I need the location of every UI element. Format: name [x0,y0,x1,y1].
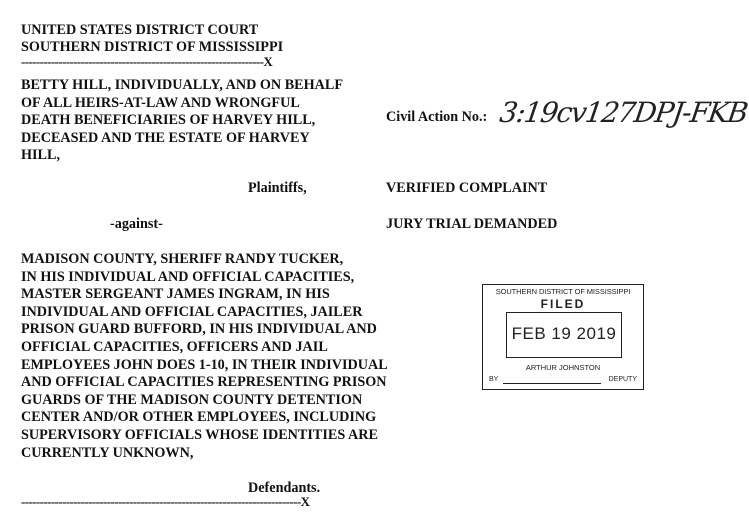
stamp-by: BY [489,376,499,383]
defendant-line: GUARDS OF THE MADISON COUNTY DETENTION [21,391,363,408]
court-name: UNITED STATES DISTRICT COURT [21,22,259,38]
defendant-line: AND OFFICIAL CAPACITIES REPRESENTING PRISON [21,374,387,391]
plaintiff-line: BETTY HILL, INDIVIDUALLY, AND ON BEHALF [21,77,344,93]
stamp-clerk: ARTHUR JOHNSTON [525,363,601,372]
plaintiffs-label: Plaintiffs, [248,180,307,196]
defendants-label: Defendants. [248,480,321,496]
plaintiff-line: DEATH BENEFICIARIES OF HARVEY HILL, [21,112,316,129]
court-district: SOUTHERN DISTRICT OF MISSISSIPPI [21,39,284,55]
defendant-line: PRISON GUARD BUFFORD, IN HIS INDIVIDUAL AND [21,321,377,338]
stamp-deputy: DEPUTY [608,376,637,383]
defendant-line: CURRENTLY UNKNOWN, [21,444,194,461]
handwritten-case-number: 3:19cv127DPJ-FKB [497,96,749,129]
defendant-line: OFFICIAL CAPACITIES, OFFICERS AND JAIL [21,338,328,355]
plaintiff-line: HILL, [21,147,61,164]
plaintiff-line: OF ALL HEIRS-AT-LAW AND WRONGFUL [21,94,300,111]
court-header [21,22,283,56]
stamp-filed: FILED [540,297,586,311]
defendant-line: CENTER AND/OR OTHER EMPLOYEES, INCLUDING [21,409,377,426]
verified-complaint-title: VERIFIED COMPLAINT [386,180,548,196]
stamp-district: SOUTHERN DISTRICT OF MISSISSIPPI [495,287,631,296]
defendant-line: MASTER SERGEANT JAMES INGRAM, IN HIS [21,286,330,303]
filed-stamp [482,284,644,390]
defendant-line: INDIVIDUAL AND OFFICIAL CAPACITIES, JAILER [21,303,363,320]
defendant-line: MADISON COUNTY, SHERIFF RANDY TUCKER, [21,251,344,267]
against-label: -against- [110,216,163,232]
defendant-line: EMPLOYEES JOHN DOES 1-10, IN THEIR INDIVIDUAL [21,356,388,373]
separator-bottom: ---------------------------------------------------------------------------X [21,494,310,509]
stamp-signature-line [503,383,601,384]
separator-top: -----------------------------------------------------------------X [21,54,273,69]
defendant-line: IN HIS INDIVIDUAL AND OFFICIAL CAPACITIES, [21,268,355,285]
defendant-caption [21,251,388,462]
plaintiff-line: DECEASED AND THE ESTATE OF HARVEY [21,129,310,146]
plaintiff-caption [21,77,343,165]
jury-trial-demanded: JURY TRIAL DEMANDED [386,216,558,232]
stamp-date: FEB 19 2019 [511,324,617,343]
civil-action-label: Civil Action No.: [386,109,488,125]
defendant-line: SUPERVISORY OFFICIALS WHOSE IDENTITIES ARE [21,426,378,443]
stamp-date-box [506,312,622,358]
